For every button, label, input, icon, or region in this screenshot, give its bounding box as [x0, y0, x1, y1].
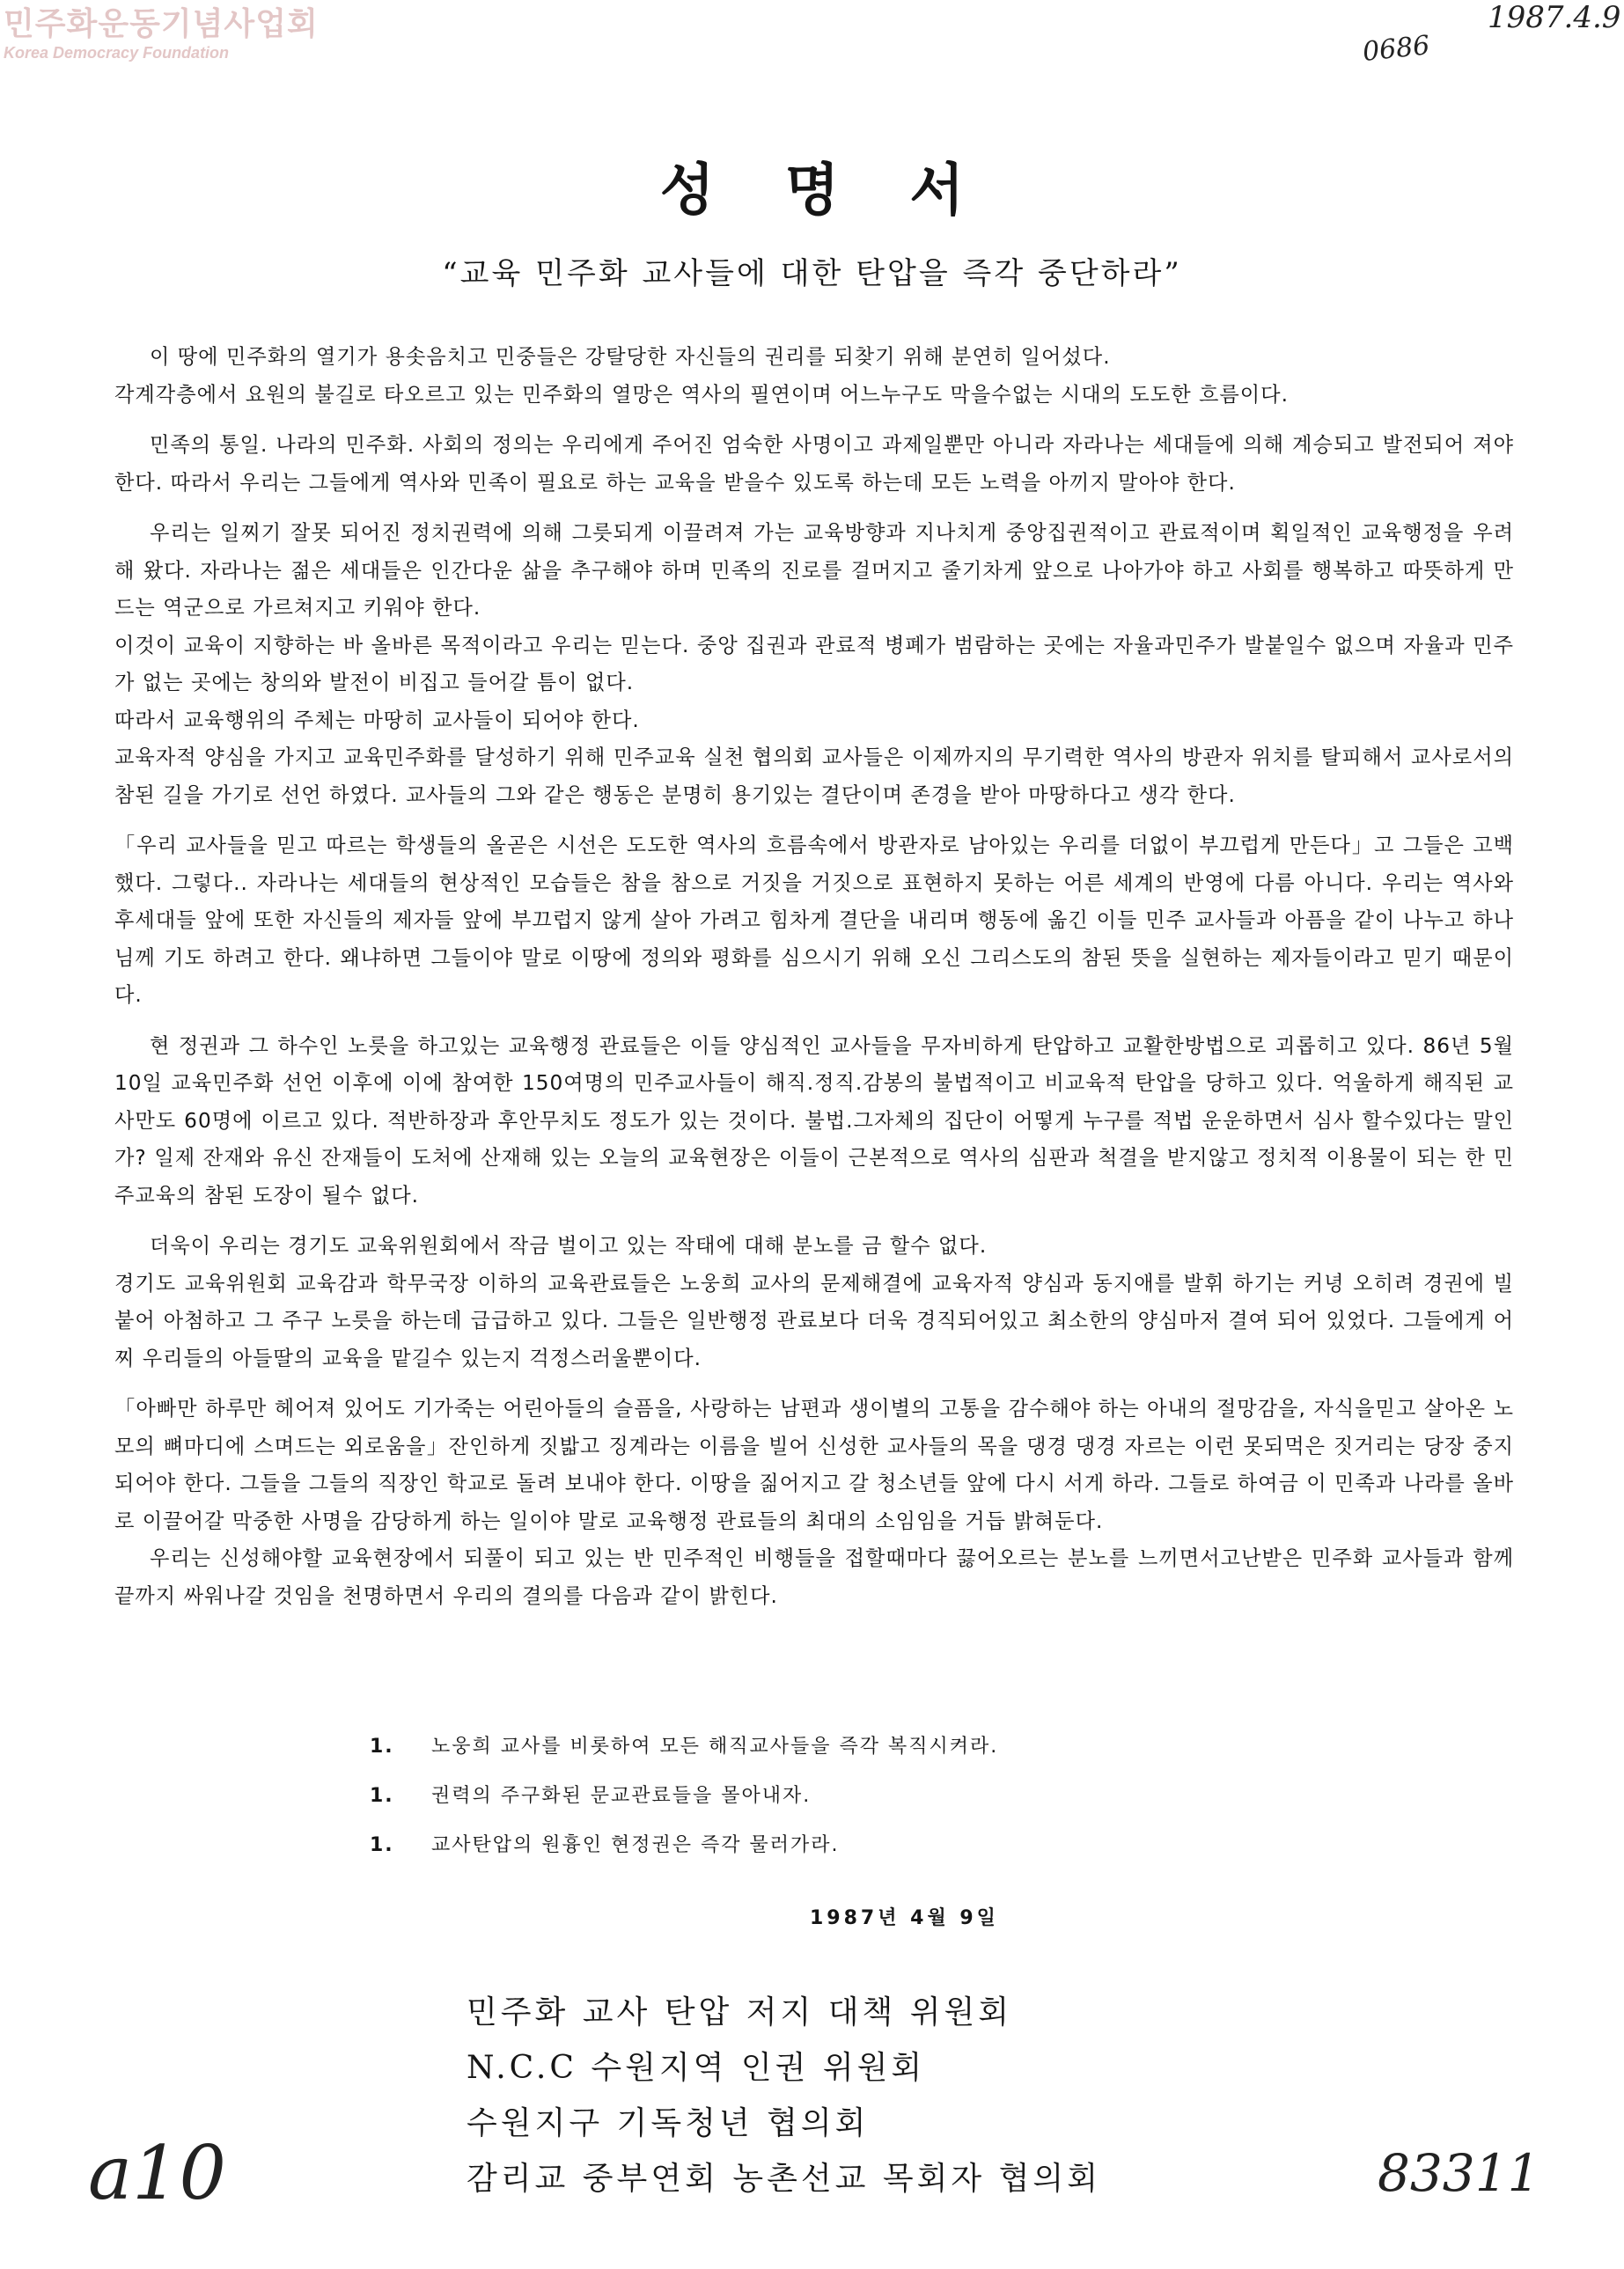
- resolution-number: 1.: [370, 1736, 394, 1758]
- resolution-number: 1.: [370, 1785, 394, 1807]
- paragraph: 민족의 통일. 나라의 민주화. 사회의 정의는 우리에게 주어진 엄숙한 사명이고 과제일뿐만 아니라 자라나는 세대들에 의해 계승되고 발전되어 져야 한다. 따라서 우리는 그들에게 역사와 민족이 필요로 하는 교육을 받을수 있도록 하는데 모든 노력을 아끼지 말아야 한다.: [114, 433, 1514, 495]
- statement-date: 1987년 4월 9일: [810, 1907, 999, 1929]
- watermark-korean: 민주화운동기념사업회: [4, 6, 319, 42]
- paragraph: 따라서 교육행위의 주체는 마땅히 교사들이 되어야 한다.: [114, 708, 640, 732]
- handwritten-date: 1987.4.9: [1488, 0, 1621, 35]
- signatory: 수원지구 기독청년 협의회: [467, 2105, 870, 2141]
- resolution-item: [370, 1828, 1426, 1877]
- resolution-item: [370, 1729, 1426, 1779]
- signatory: N.C.C 수원지역 인권 위원회: [467, 2050, 926, 2086]
- document-subtitle: “교육 민주화 교사들에 대한 탄압을 즉각 중단하라”: [442, 256, 1182, 291]
- paragraph: 우리는 일찌기 잘못 되어진 정치권력에 의해 그릇되게 이끌려져 가는 교육방향과 지나치게 중앙집권적이고 관료적이며 획일적인 교육행정을 우려해 왔다. 자라나는 젊은 세대들은 인간다운 삶을 추구해야 하며 민족의 진로를 걸머지고 줄기차게 앞으로 나아가야 하고 사회를 행복하고 따뜻하게 만드는 역군으로 가르쳐지고 키워야 한다.: [114, 521, 1514, 620]
- handwritten-code: 0686: [1361, 30, 1431, 68]
- resolution-text: 노웅희 교사를 비롯하여 모든 해직교사들을 즉각 복직시켜라.: [431, 1736, 999, 1758]
- document-title: 성명서: [659, 158, 1035, 224]
- paragraph: 더욱이 우리는 경기도 교육위원회에서 작금 벌이고 있는 작태에 대해 분노를 금 할수 없다.: [150, 1234, 988, 1258]
- resolution-item: [370, 1779, 1426, 1828]
- handwritten-mark-left: a10: [88, 2130, 226, 2216]
- paragraph: 「우리 교사들을 믿고 따르는 학생들의 올곧은 시선은 도도한 역사의 흐름속에서 방관자로 남아있는 우리를 더없이 부끄럽게 만든다」고 그들은 고백했다. 그렇다.. 자라나는 세대들의 현상적인 모습들은 참을 참으로 거짓을 거짓으로 표현하지 못하는 어른 세계의 반영에 다름 아니다. 우리는 역사와 후세대들 앞에 또한 자신들의 제자들 앞에 부끄럽지 않게 살아 가려고 힘차게 결단을 내리며 행동에 옮긴 이들 민주 교사들과 아픔을 같이 나누고 하나님께 기도 하려고 한다. 왜냐하면 그들이야 말로 이땅에 정의와 평화를 심으시기 위해 오신 그리스도의 참된 뜻을 실현하는 제자들이라고 믿기 때문이다.: [114, 833, 1514, 1007]
- watermark: [4, 7, 319, 62]
- resolutions-list: [370, 1729, 1426, 1877]
- handwritten-mark-right: 83311: [1378, 2143, 1540, 2203]
- resolution-text: 교사탄압의 원흉인 현정권은 즉각 물러가라.: [431, 1834, 840, 1856]
- paragraph: 교육자적 양심을 가지고 교육민주화를 달성하기 위해 민주교육 실천 협의회 교사들은 이제까지의 무기력한 역사의 방관자 위치를 탈피해서 교사로서의 참된 길을 가기로 선언 하였다. 교사들의 그와 같은 행동은 분명히 용기있는 결단이며 존경을 받아 마땅하다고 생각 한다.: [114, 745, 1514, 807]
- paragraph: 경기도 교육위원회 교육감과 학무국장 이하의 교육관료들은 노웅희 교사의 문제해결에 교육자적 양심과 동지애를 발휘 하기는 커녕 오히려 경권에 빌 붙어 아첨하고 그 주구 노릇을 하는데 급급하고 있다. 그들은 일반행정 관료보다 더욱 경직되어있고 최소한의 양심마저 결여 되어 있었다. 그들에게 어찌 우리들의 아들딸의 교육을 맡길수 있는지 걱정스러울뿐이다.: [114, 1271, 1514, 1370]
- paragraph: 이것이 교육이 지향하는 바 올바른 목적이라고 우리는 믿는다. 중앙 집권과 관료적 병폐가 범람하는 곳에는 자율과민주가 발붙일수 없으며 자율과 민주가 없는 곳에는 창의와 발전이 비집고 들어갈 틈이 없다.: [114, 633, 1514, 694]
- signatory: 감리교 중부연회 농촌선교 목회자 협의회: [467, 2161, 1101, 2197]
- signatories: [467, 1987, 1101, 2209]
- signatory: 민주화 교사 탄압 저지 대책 위원회: [467, 1994, 1013, 2030]
- paragraph: 각계각층에서 요원의 불길로 타오르고 있는 민주화의 열망은 역사의 필연이며 어느누구도 막을수없는 시대의 도도한 흐름이다.: [114, 382, 1289, 407]
- paragraph: 우리는 신성해야할 교육현장에서 되풀이 되고 있는 반 민주적인 비행들을 접할때마다 끓어오르는 분노를 느끼면서고난받은 민주화 교사들과 함께 끝까지 싸워나갈 것임을 천명하면서 우리의 결의를 다음과 같이 밝힌다.: [114, 1546, 1514, 1608]
- resolution-text: 권력의 주구화된 문교관료들을 몰아내자.: [431, 1785, 812, 1807]
- watermark-english: Korea Democracy Foundation: [4, 44, 230, 62]
- statement-body: [114, 339, 1514, 1628]
- resolution-number: 1.: [370, 1834, 394, 1856]
- paragraph: 현 정권과 그 하수인 노릇을 하고있는 교육행정 관료들은 이들 양심적인 교사들을 무자비하게 탄압하고 교활한방법으로 괴롭히고 있다. 86년 5월10일 교육민주화 선언 이후에 이에 참여한 150여명의 민주교사들이 해직.정직.감봉의 불법적이고 비교육적 탄압을 당하고 있다. 억울하게 해직된 교사만도 60명에 이르고 있다. 적반하장과 후안무치도 정도가 있는 것이다. 불법.그자체의 집단이 어떻게 누구를 적법 운운하면서 심사 할수있다는 말인가? 일제 잔재와 유신 잔재들이 도처에 산재해 있는 오늘의 교육현장은 이들이 근본적으로 역사의 심판과 척결을 받지않고 정치적 이용물이 되는 한 민주교육의 참된 도장이 될수 없다.: [114, 1033, 1514, 1208]
- paragraph: 이 땅에 민주화의 열기가 용솟음치고 민중들은 강탈당한 자신들의 권리를 되찾기 위해 분연히 일어섰다.: [150, 345, 1111, 369]
- paragraph: 「아빠만 하루만 헤어져 있어도 기가죽는 어린아들의 슬픔을, 사랑하는 남편과 생이별의 고통을 감수해야 하는 아내의 절망감을, 자식을믿고 살아온 노모의 뼈마디에 스며드는 외로움을」잔인하게 짓밟고 징계라는 이름을 빌어 신성한 교사들의 목을 댕경 댕경 자르는 이런 못되먹은 짓거리는 당장 중지되어야 한다. 그들을 그들의 직장인 학교로 돌려 보내야 한다. 이땅을 짊어지고 갈 청소년들 앞에 다시 서게 하라. 그들로 하여금 이 민족과 나라를 올바로 이끌어갈 막중한 사명을 감당하게 하는 일이야 말로 교육행정 관료들의 최대의 소임임을 거듭 밝혀둔다.: [114, 1397, 1514, 1533]
